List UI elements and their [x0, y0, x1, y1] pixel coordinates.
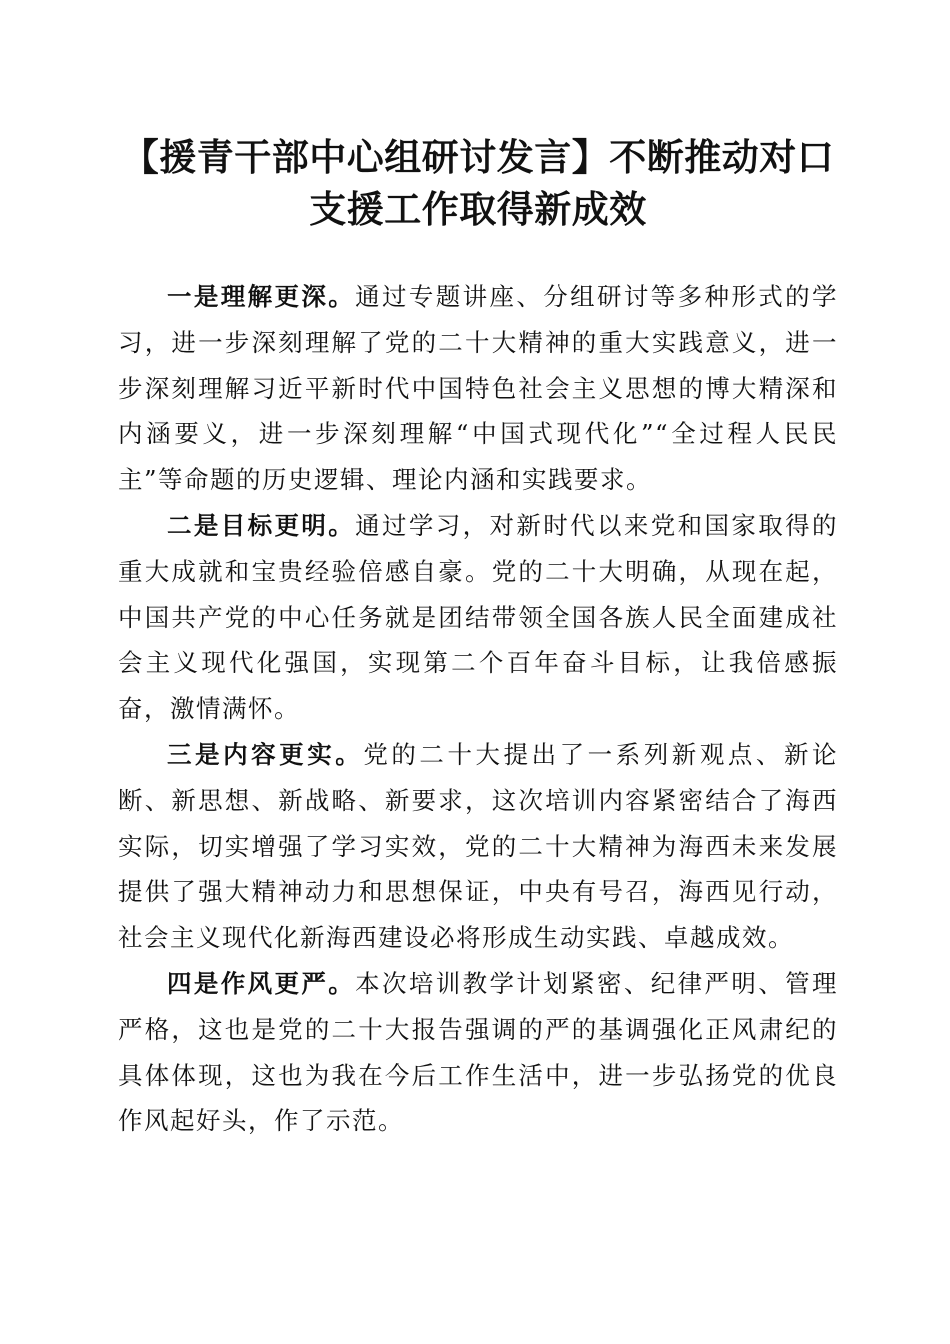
paragraph-4-text: 本次培训教学计划紧密、纪律严明、管理严格，这也是党的二十大报告强调的严的基调强化正风肃纪的具体体现，这也为我在今后工作生活中，进一步弘扬党的优良作风起好头，作了示范。 [118, 968, 838, 1136]
paragraph-1-lead: 一是理解更深。 [167, 282, 356, 311]
paragraph-4-lead: 四是作风更严。 [167, 968, 356, 998]
paragraph-1 [118, 274, 838, 503]
document-title: 【援青干部中心组研讨发言】不断推动对口支援工作取得新成效 [121, 136, 835, 231]
paragraph-2 [118, 503, 838, 732]
paragraph-4 [118, 961, 838, 1144]
paragraph-2-text: 通过学习，对新时代以来党和国家取得的重大成就和宝贵经验倍感自豪。党的二十大明确，从现在起，中国共产党的中心任务就是团结带领全国各族人民全面建成社会主义现代化强国，实现第二个百年奋斗目标，让我倍感振奋，激情满怀。 [118, 510, 838, 724]
paragraph-3-lead: 三是内容更实。 [167, 739, 364, 769]
paragraph-1-text: 通过专题讲座、分组研讨等多种形式的学习，进一步深刻理解了党的二十大精神的重大实践意义，进一步深刻理解习近平新时代中国特色社会主义思想的博大精深和内涵要义，进一步深刻理解“中国式现代化”“全过程人民民主”等命题的历史逻辑、理论内涵和实践要求。 [118, 282, 838, 495]
paragraph-3-text: 党的二十大提出了一系列新观点、新论断、新思想、新战略、新要求，这次培训内容紧密结合了海西实际，切实增强了学习实效，党的二十大精神为海西未来发展提供了强大精神动力和思想保证，中央有号召，海西见行动，社会主义现代化新海西建设必将形成生动实践、卓越成效。 [118, 739, 839, 953]
document-body [118, 274, 838, 1144]
paragraph-2-lead: 二是目标更明。 [167, 510, 356, 540]
paragraph-3 [118, 732, 838, 961]
